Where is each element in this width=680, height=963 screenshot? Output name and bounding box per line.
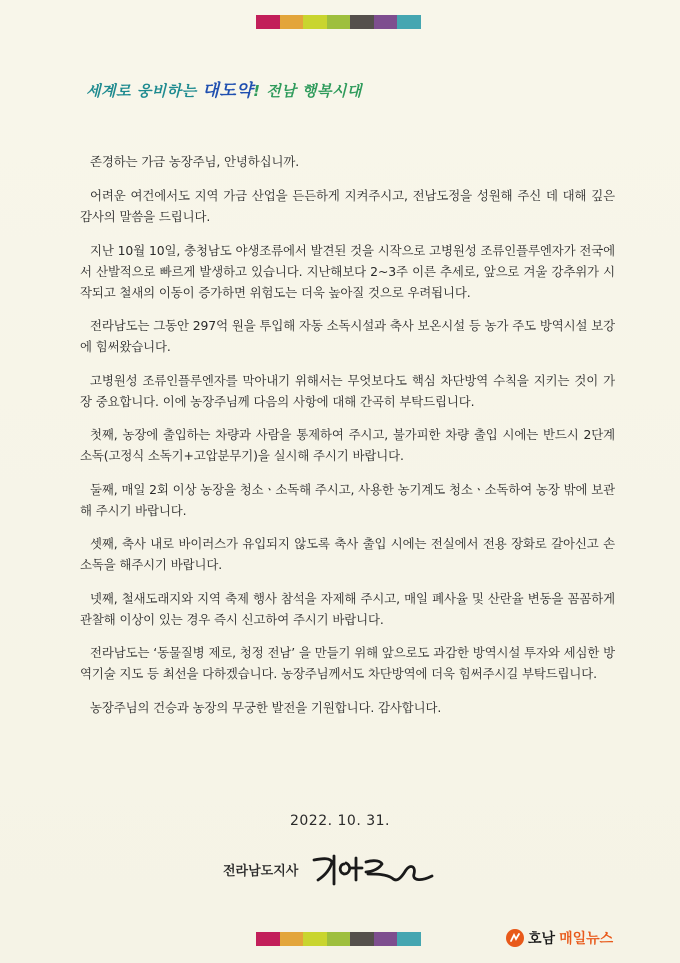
paragraph: 첫째, 농장에 출입하는 차량과 사람을 통제하여 주시고, 불가피한 차량 출입 시에는 반드시 2단계 소독(고정식 소독기+고압분무기)을 실시해 주시기 바랍니다. [80, 427, 615, 463]
news-logo-text-1: 호남 [528, 931, 556, 947]
news-logo-text-2: 매일뉴스 [559, 931, 614, 947]
letter-date: 2022. 10. 31. [289, 813, 390, 829]
paragraph: 넷째, 철새도래지와 지역 축제 행사 참석을 자제해 주시고, 매일 폐사율 및 산란율 변동을 꼼꼼하게 관찰해 이상이 있는 경우 즉시 신고하여 주시기 바랍니다. [80, 590, 615, 627]
paragraph: 전라남도는 그동안 297억 원을 투입해 자동 소독시설과 축사 보온시설 등 농가 주도 방역시설 보강에 힘써왔습니다. [80, 318, 615, 354]
color-bar-segment [397, 15, 421, 29]
slogan-part2: 대도약 [202, 81, 254, 101]
news-logo-icon [506, 929, 524, 947]
color-bar-segment [327, 15, 351, 29]
slogan-part1: 세계로 웅비하는 [86, 82, 203, 100]
slogan [86, 76, 362, 101]
color-bar-segment [256, 932, 280, 946]
color-bar-segment [303, 15, 327, 29]
color-bar-segment [303, 932, 327, 946]
color-bar-segment [280, 15, 304, 29]
greeting: 존경하는 가금 농장주님, 안녕하십니까. [90, 154, 300, 169]
paragraph: 둘째, 매일 2회 이상 농장을 청소ㆍ소독해 주시고, 사용한 농기계도 청소ㆍ소독하여 농장 밖에 보관해 주시기 바랍니다. [80, 481, 615, 518]
color-bar-segment [350, 932, 374, 946]
color-bar-segment [350, 15, 374, 29]
signer-title: 전라남도지사 [223, 864, 299, 879]
paragraph: 셋째, 축사 내로 바이러스가 유입되지 않도록 축사 출입 시에는 전실에서 전용 장화로 갈아신고 손 소독을 해주시기 바랍니다. [80, 536, 615, 572]
color-bar-segment [280, 932, 304, 946]
bottom-color-bar [256, 932, 421, 946]
paragraph: 농장주님의 건승과 농장의 무궁한 발전을 기원합니다. 감사합니다. [90, 699, 442, 715]
color-bar-segment [397, 932, 421, 946]
color-bar-segment [256, 15, 280, 29]
handwritten-signature [310, 850, 440, 890]
letter-body [80, 151, 615, 730]
color-bar-segment [374, 932, 398, 946]
paragraph: 지난 10월 10일, 충청남도 야생조류에서 발견된 것을 시작으로 고병원성 조류인플루엔자가 전국에서 산발적으로 빠르게 발생하고 있습니다. 지난해보다 2~3주 이른 추세로, 앞으로 겨울 강추위가 시작되고 철새의 이동이 증가하면 위험도는 더욱 높아질 것으로 우려됩니다. [80, 242, 615, 300]
paragraph: 어려운 여건에서도 지역 가금 산업을 든든하게 지켜주시고, 전남도정을 성원해 주신 데 대해 깊은 감사의 말씀을 드립니다. [80, 188, 615, 224]
news-logo [506, 928, 613, 948]
paragraph: 전라남도는 ‘동물질병 제로, 청정 전남’ 을 만들기 위해 앞으로도 과감한 방역시설 투자와 세심한 방역기술 지도 등 최선을 다하겠습니다. 농장주님께서도 차단방역에 더욱 힘써주시길 부탁드립니다. [80, 645, 615, 681]
color-bar-segment [374, 15, 398, 29]
paragraph: 고병원성 조류인플루엔자를 막아내기 위해서는 무엇보다도 핵심 차단방역 수칙을 지키는 것이 가장 중요합니다. 이에 농장주님께 다음의 사항에 대해 간곡히 부탁드립니다. [80, 372, 615, 409]
color-bar-segment [327, 932, 351, 946]
top-color-bar [256, 15, 421, 29]
slogan-part3: ! 전남 행복시대 [253, 82, 362, 100]
